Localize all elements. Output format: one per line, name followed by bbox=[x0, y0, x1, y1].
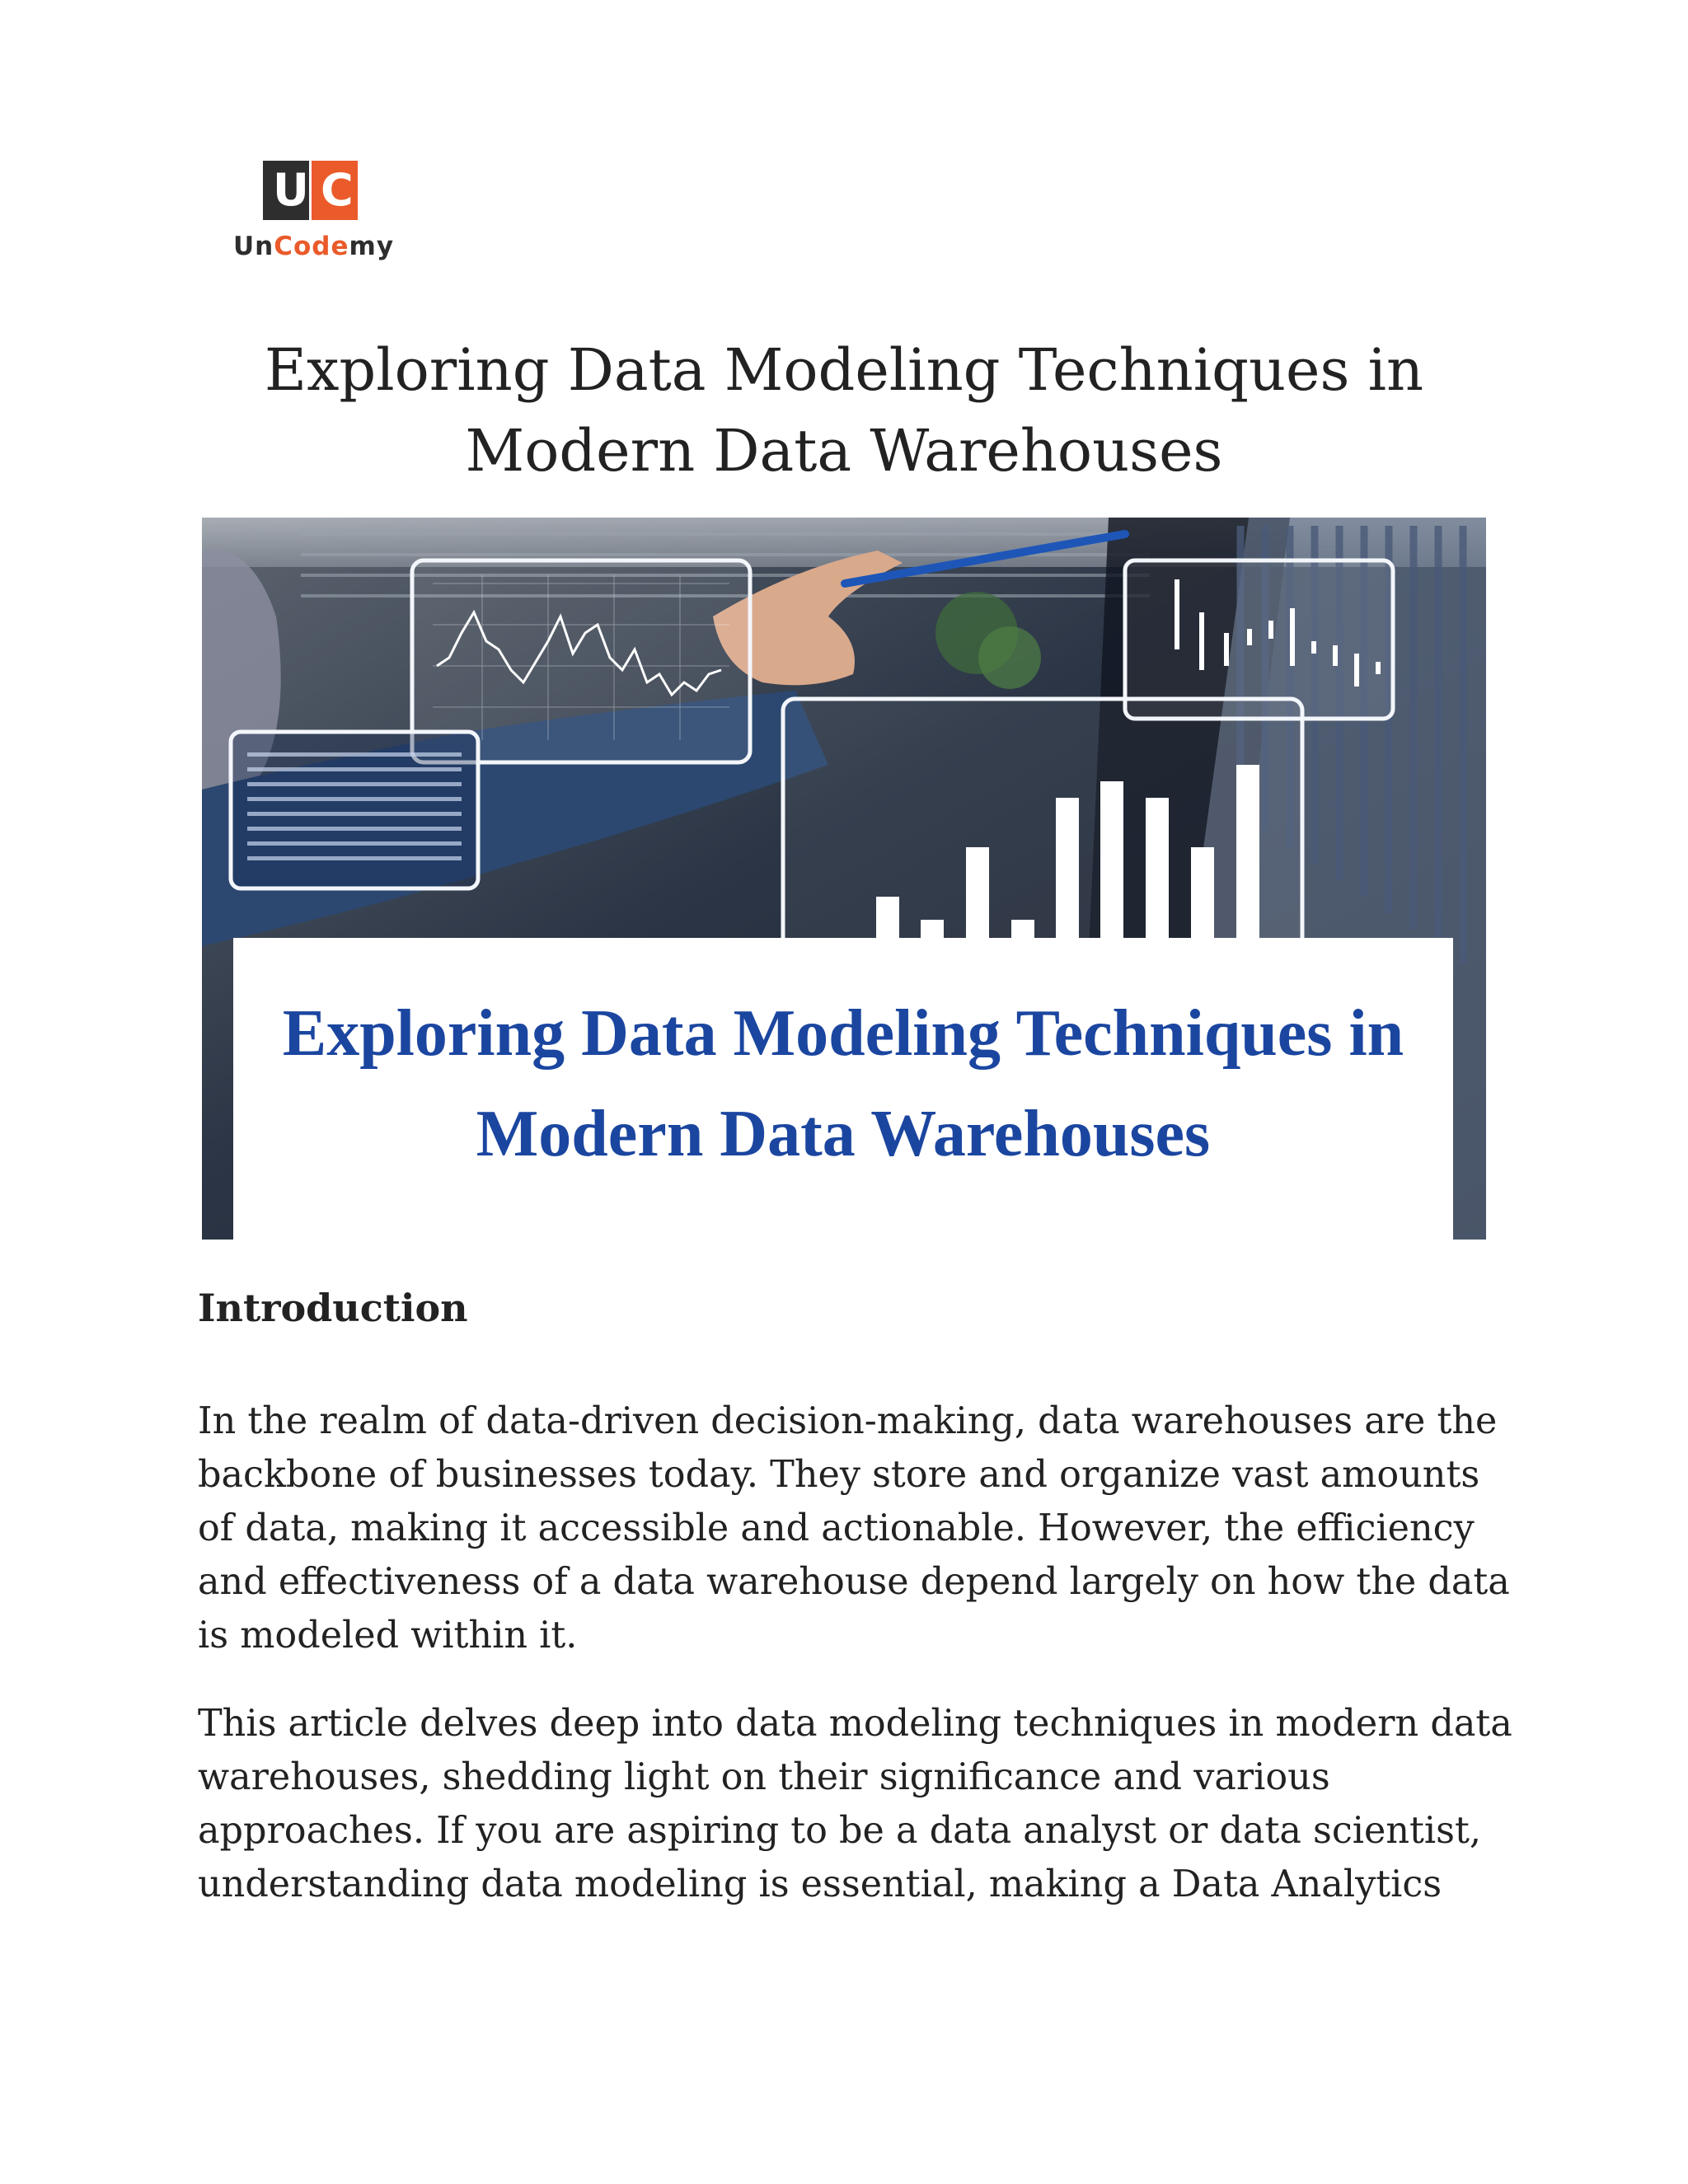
logo-wordmark-code: Code bbox=[274, 232, 349, 261]
logo-wordmark-my: my bbox=[349, 232, 395, 261]
intro-paragraph-2: This article delves deep into data modeling techniques in modern data warehouses, shedding light on their significance and various approaches. If you are aspiring to be a data analyst or data scientist, understanding data modeling is essential, making a Data Analytics bbox=[198, 1703, 1512, 1905]
logo-letter-c: C bbox=[321, 164, 354, 216]
logo-mark bbox=[263, 161, 358, 220]
logo-wordmark-un: Un bbox=[233, 232, 274, 261]
intro-paragraph-1: In the realm of data-driven decision-making, data warehouses are the backbone of businesses today. They store and organize vast amounts of data, making it accessible and actionable. However, the efficiency and effectiveness of a data warehouse depend largely on how the data is modeled within it. bbox=[198, 1400, 1510, 1657]
logo-box-u bbox=[263, 161, 309, 220]
hero-banner bbox=[233, 938, 1453, 1240]
section-heading-introduction: Introduction bbox=[198, 1286, 468, 1330]
hero-image bbox=[202, 518, 1486, 1240]
logo-letter-u: U bbox=[273, 164, 309, 216]
uncodemy-logo bbox=[233, 161, 395, 264]
logo-wordmark bbox=[233, 232, 394, 261]
table-overlay bbox=[231, 732, 478, 888]
logo-box-c bbox=[312, 161, 358, 220]
hero-banner-title: Exploring Data Modeling Techniques in Modern Data Warehouses bbox=[282, 997, 1404, 1170]
page-title: Exploring Data Modeling Techniques in Modern Data Warehouses bbox=[264, 336, 1424, 485]
candlestick-overlay bbox=[1125, 560, 1393, 719]
